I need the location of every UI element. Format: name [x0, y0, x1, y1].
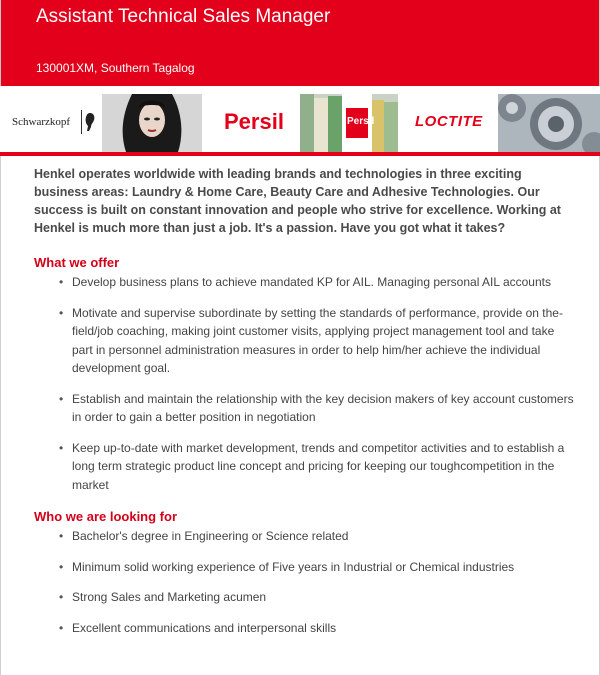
list-item: • Bachelor's degree in Engineering or Science related — [72, 527, 574, 546]
persil-wordmark: Persil — [224, 109, 284, 134]
list-item: • Minimum solid working experience of Five years in Industrial or Chemical industries — [72, 558, 574, 577]
schwarzkopf-divider — [81, 110, 82, 134]
list-item: • Keep up-to-date with market development, trends and competitor activities and to establish a long term strategic product line concept and pricing for keeping our toughcompetition in the market — [72, 439, 574, 495]
schwarzkopf-logo — [4, 94, 102, 152]
list-item: • Excellent communications and interpersonal skills — [72, 619, 574, 638]
left-border — [0, 156, 1, 675]
job-location: 130001XM, Southern Tagalog — [36, 61, 195, 75]
model-photo — [102, 94, 202, 152]
company-intro: Henkel operates worldwide with leading brands and technologies in three exciting business areas: Laundry & Home Care, Beauty Care and Adhesive Technologies. Our success is built on constant innovation and people who strive for excellence. Working at Henkel is much more than just a job. It's a passion. Have you got what it takes? — [34, 167, 561, 235]
schwarzkopf-wordmark: Schwarzkopf — [12, 116, 71, 128]
brand-banner — [0, 86, 600, 154]
loctite-wordmark: LOCTITE — [415, 113, 483, 130]
persil-box-label: Persil — [347, 116, 375, 127]
list-item: • Establish and maintain the relationship with the key decision makers of key account customers in order to gain a better position in negotiation — [72, 390, 574, 427]
job-title: Assistant Technical Sales Manager — [36, 6, 331, 27]
header-divider — [0, 152, 600, 156]
what-we-offer-heading: What we offer — [34, 255, 120, 270]
list-item: • Develop business plans to achieve mandated KP for AIL. Managing personal AIL accounts — [72, 273, 574, 292]
gears-photo — [498, 94, 600, 152]
requirements-list — [34, 527, 574, 637]
schwarzkopf-head-icon — [84, 112, 96, 132]
loctite-logo — [398, 94, 498, 152]
list-item: • Strong Sales and Marketing acumen — [72, 588, 574, 607]
looking-for-heading: Who we are looking for — [34, 509, 178, 524]
offer-list — [34, 273, 574, 494]
job-description — [34, 165, 574, 649]
shelf-photo — [300, 94, 398, 152]
job-header — [0, 0, 600, 86]
persil-logo — [202, 94, 300, 152]
list-item: • Motivate and supervise subordinate by setting the standards of performance, provide on the-field/job coaching, making joint customer visits, applying project management tool and take part in personnel administration measures in order to help him/her achieve the individual development goal. — [72, 304, 574, 378]
